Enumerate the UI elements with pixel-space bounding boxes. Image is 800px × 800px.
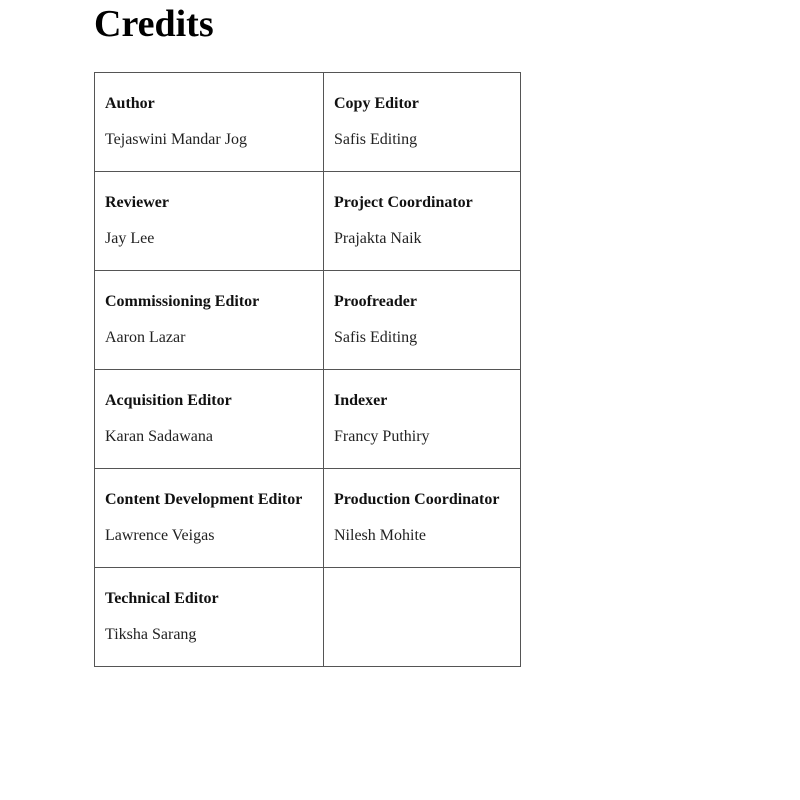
credit-name: Karan Sadawana xyxy=(105,428,213,445)
credit-role: Author xyxy=(105,95,155,112)
credit-cell xyxy=(324,271,521,370)
credit-cell xyxy=(95,370,324,469)
table-row xyxy=(95,370,521,469)
credit-name: Tejaswini Mandar Jog xyxy=(105,131,247,148)
credit-role: Commissioning Editor xyxy=(105,293,260,310)
table-row xyxy=(95,172,521,271)
credit-cell xyxy=(95,469,324,568)
credit-cell xyxy=(95,172,324,271)
credit-role: Acquisition Editor xyxy=(105,392,232,409)
credit-role: Content Development Editor xyxy=(105,491,303,508)
empty-cell xyxy=(324,568,521,667)
credit-name: Tiksha Sarang xyxy=(105,626,197,643)
table-row xyxy=(95,271,521,370)
credit-cell xyxy=(95,568,324,667)
credits-table xyxy=(94,72,521,667)
credit-role: Proofreader xyxy=(334,293,417,310)
credit-name: Safis Editing xyxy=(334,329,418,346)
table-row xyxy=(95,568,521,667)
credit-name: Safis Editing xyxy=(334,131,418,148)
credit-role: Production Coordinator xyxy=(334,491,500,508)
credit-name: Nilesh Mohite xyxy=(334,527,426,544)
credit-role: Copy Editor xyxy=(334,95,419,112)
credit-role: Technical Editor xyxy=(105,590,219,607)
credit-name: Prajakta Naik xyxy=(334,230,422,247)
table-row xyxy=(95,469,521,568)
credit-name: Francy Puthiry xyxy=(334,428,430,445)
table-row xyxy=(95,73,521,172)
credit-cell xyxy=(324,469,521,568)
credit-cell xyxy=(324,73,521,172)
credit-cell xyxy=(324,370,521,469)
credit-role: Project Coordinator xyxy=(334,194,473,211)
credit-role: Reviewer xyxy=(105,194,169,211)
credit-name: Jay Lee xyxy=(105,230,155,247)
credit-cell xyxy=(95,271,324,370)
credit-role: Indexer xyxy=(334,392,388,409)
credit-name: Aaron Lazar xyxy=(105,329,186,346)
credit-cell xyxy=(95,73,324,172)
credit-cell xyxy=(324,172,521,271)
credit-name: Lawrence Veigas xyxy=(105,527,215,544)
page-title: Credits xyxy=(94,3,214,45)
